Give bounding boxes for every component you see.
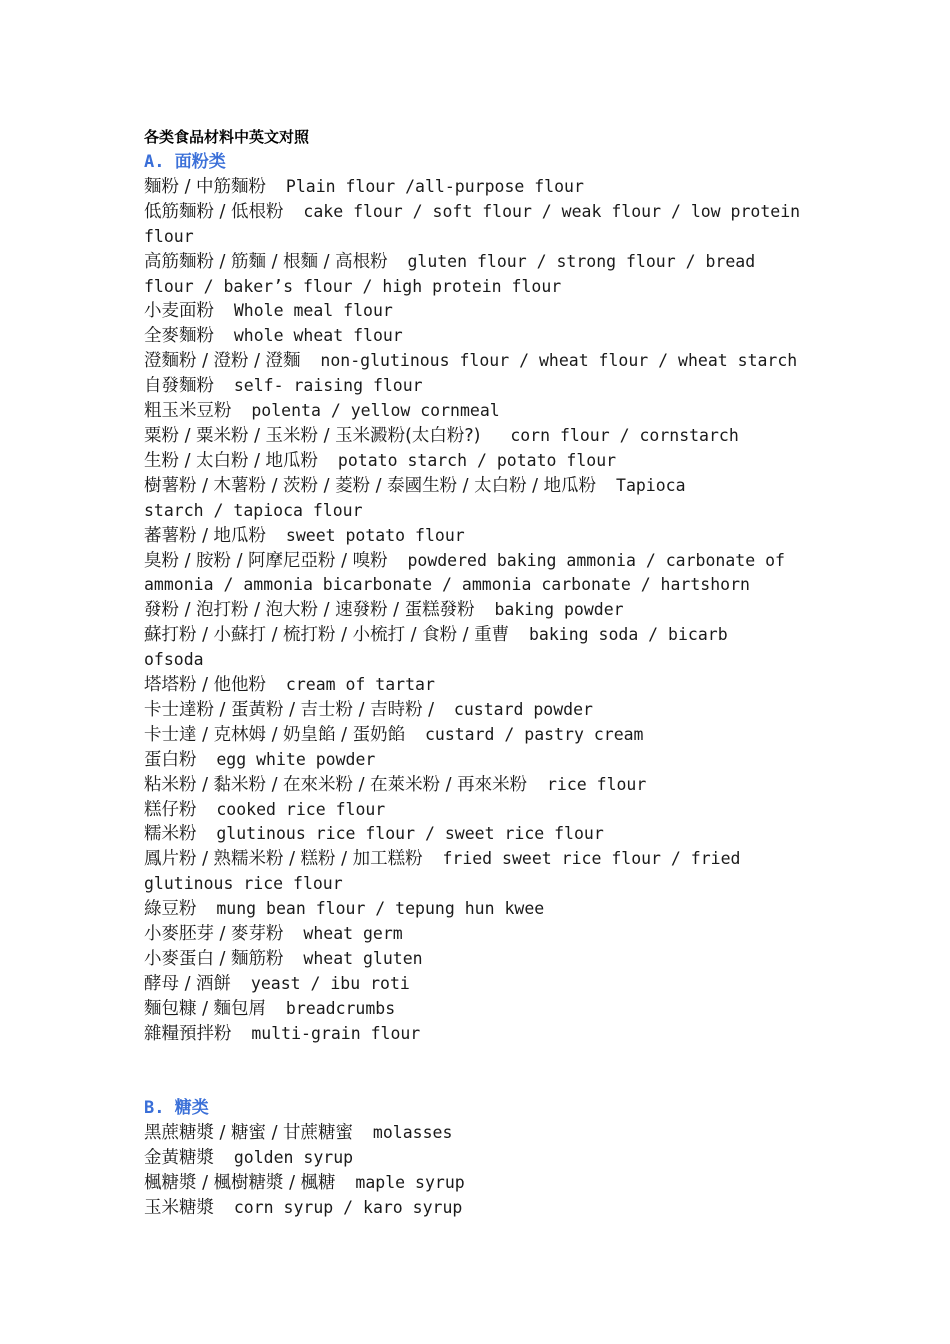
glossary-line	[144, 1171, 824, 1196]
glossary-line	[144, 748, 824, 773]
glossary-line	[144, 573, 824, 598]
glossary-line	[144, 225, 824, 250]
glossary-line	[144, 673, 824, 698]
glossary-line	[144, 474, 824, 499]
english-term: baking powder	[474, 600, 624, 620]
english-term: flour / baker’s flour / high protein flour	[144, 276, 562, 296]
chinese-term: 糯米粉	[144, 824, 197, 845]
glossary-line	[144, 723, 824, 748]
english-term: gluten flour / strong flour / bread	[387, 251, 756, 271]
glossary-line	[144, 947, 824, 972]
english-term: starch / tapioca flour	[144, 500, 363, 520]
english-term: breadcrumbs	[266, 998, 396, 1018]
chinese-term: 低筋麵粉 / 低根粉	[144, 201, 284, 222]
chinese-term: 高筋麵粉 / 筋麵 / 根麵 / 高根粉	[144, 251, 388, 272]
chinese-term: 蛋白粉	[144, 749, 197, 770]
chinese-term: 粗玉米豆粉	[144, 401, 232, 422]
english-term: powdered baking ammonia / carbonate of	[387, 550, 785, 570]
chinese-term: 綠豆粉	[144, 899, 197, 920]
english-term: glutinous rice flour	[144, 874, 343, 894]
glossary-line	[144, 1146, 824, 1171]
glossary-line	[144, 822, 824, 847]
glossary-line	[144, 549, 824, 574]
section-heading: B. 糖类	[144, 1098, 209, 1119]
glossary-line	[144, 399, 824, 424]
english-term: Whole meal flour	[214, 301, 393, 321]
glossary-line	[144, 349, 824, 374]
chinese-term: 酵母 / 酒餅	[144, 973, 232, 994]
glossary-line	[144, 299, 824, 324]
chinese-term: 卡士達 / 克林姆 / 奶皇餡 / 蛋奶餡	[144, 724, 406, 745]
english-term: custard / pastry cream	[405, 724, 644, 744]
english-term: cream of tartar	[266, 675, 435, 695]
chinese-term: 小麦面粉	[144, 301, 214, 322]
english-term: multi-grain flour	[231, 1023, 421, 1043]
glossary-line	[144, 773, 824, 798]
english-term: ofsoda	[144, 650, 204, 670]
english-term: Plain flour /all-purpose flour	[266, 176, 584, 196]
glossary-line	[144, 250, 824, 275]
section-spacer	[144, 1047, 824, 1097]
english-term: flour	[144, 226, 194, 246]
glossary-line	[144, 449, 824, 474]
chinese-term: 自發麵粉	[144, 376, 214, 397]
english-term: yeast / ibu roti	[231, 973, 410, 993]
glossary-line	[144, 524, 824, 549]
english-term: egg white powder	[196, 749, 376, 769]
english-term: corn syrup / karo syrup	[214, 1198, 463, 1218]
chinese-term: 麵粉 / 中筋麵粉	[144, 176, 267, 197]
english-term: rice flour	[527, 774, 647, 794]
chinese-term: 塔塔粉 / 他他粉	[144, 675, 267, 696]
chinese-term: 臭粉 / 胺粉 / 阿摩尼亞粉 / 嗅粉	[144, 550, 388, 571]
chinese-term: 樹薯粉 / 木薯粉 / 茨粉 / 菱粉 / 泰國生粉 / 太白粉 / 地瓜粉	[144, 475, 597, 496]
english-term: golden syrup	[214, 1148, 354, 1168]
english-term: wheat gluten	[283, 949, 423, 968]
english-term: fried sweet rice flour / fried	[422, 849, 741, 869]
chinese-term: 粟粉 / 粟米粉 / 玉米粉 / 玉米澱粉(太白粉?)	[144, 425, 481, 446]
glossary-line	[144, 324, 824, 349]
english-term: corn flour / cornstarch	[480, 425, 739, 445]
chinese-term: 粘米粉 / 黏米粉 / 在來米粉 / 在萊米粉 / 再來米粉	[144, 774, 528, 795]
chinese-term: 玉米糖漿	[144, 1198, 214, 1219]
glossary-line	[144, 997, 824, 1022]
english-term: baking soda / bicarb	[509, 625, 728, 645]
english-term: Tapioca	[596, 475, 686, 495]
glossary-line	[144, 374, 824, 399]
english-term: mung bean flour / tepung hun kwee	[196, 899, 545, 919]
document-title: 各类食品材料中英文对照	[144, 128, 310, 146]
english-term: potato starch / potato flour	[318, 450, 617, 470]
glossary-line	[144, 897, 824, 922]
english-term: glutinous rice flour / sweet rice flour	[196, 824, 604, 844]
chinese-term: 卡士達粉 / 蛋黃粉 / 吉士粉 / 吉時粉 /	[144, 699, 435, 720]
chinese-term: 全麥麵粉	[144, 326, 214, 347]
glossary-line	[144, 175, 824, 200]
document-page	[144, 124, 824, 1221]
glossary-line	[144, 1196, 824, 1221]
glossary-line	[144, 872, 824, 897]
glossary-line	[144, 798, 824, 823]
chinese-term: 糕仔粉	[144, 799, 197, 820]
english-term: whole wheat flour	[214, 326, 403, 346]
glossary-line	[144, 648, 824, 673]
chinese-term: 生粉 / 太白粉 / 地瓜粉	[144, 450, 319, 471]
glossary-line	[144, 698, 824, 723]
chinese-term: 澄麵粉 / 澄粉 / 澄麵	[144, 351, 301, 372]
chinese-term: 麵包糠 / 麵包屑	[144, 998, 267, 1019]
english-term: ammonia / ammonia bicarbonate / ammonia carbonate / hartshorn	[144, 575, 750, 595]
english-term: cake flour / soft flour / weak flour / low protein	[283, 201, 801, 221]
chinese-term: 鳳片粉 / 熟糯米粉 / 糕粉 / 加工糕粉	[144, 849, 423, 870]
glossary-line	[144, 424, 824, 449]
english-term: polenta / yellow cornmeal	[231, 401, 500, 421]
glossary-line	[144, 1022, 824, 1047]
chinese-term: 黑蔗糖漿 / 糖蜜 / 甘蔗糖蜜	[144, 1123, 354, 1144]
english-term: self- raising flour	[214, 376, 423, 396]
chinese-term: 小麥蛋白 / 麵筋粉	[144, 949, 284, 969]
english-term: molasses	[353, 1123, 453, 1143]
glossary-line	[144, 1121, 824, 1146]
english-term: cooked rice flour	[196, 799, 386, 819]
glossary-line	[144, 847, 824, 872]
glossary-line	[144, 922, 824, 947]
chinese-term: 蘇打粉 / 小蘇打 / 梳打粉 / 小梳打 / 食粉 / 重曹	[144, 625, 510, 646]
english-term: sweet potato flour	[266, 525, 465, 545]
glossary-line	[144, 200, 824, 225]
section-heading: A. 面粉类	[144, 152, 226, 172]
english-term: maple syrup	[335, 1173, 465, 1193]
chinese-term: 小麥胚芽 / 麥芽粉	[144, 924, 284, 945]
document-body	[144, 150, 824, 1221]
glossary-line	[144, 623, 824, 648]
chinese-term: 發粉 / 泡打粉 / 泡大粉 / 速發粉 / 蛋糕發粉	[144, 600, 475, 621]
glossary-line	[144, 499, 824, 524]
chinese-term: 金黃糖漿	[144, 1148, 214, 1169]
chinese-term: 蕃薯粉 / 地瓜粉	[144, 525, 267, 546]
english-term: custard powder	[434, 699, 593, 719]
english-term: non-glutinous flour / wheat flour / wheat starch	[300, 351, 798, 371]
glossary-line	[144, 275, 824, 300]
glossary-line	[144, 598, 824, 623]
english-term: wheat germ	[283, 924, 403, 944]
glossary-line	[144, 972, 824, 997]
chinese-term: 雜糧預拌粉	[144, 1023, 232, 1044]
chinese-term: 楓糖漿 / 楓樹糖漿 / 楓糖	[144, 1173, 336, 1194]
